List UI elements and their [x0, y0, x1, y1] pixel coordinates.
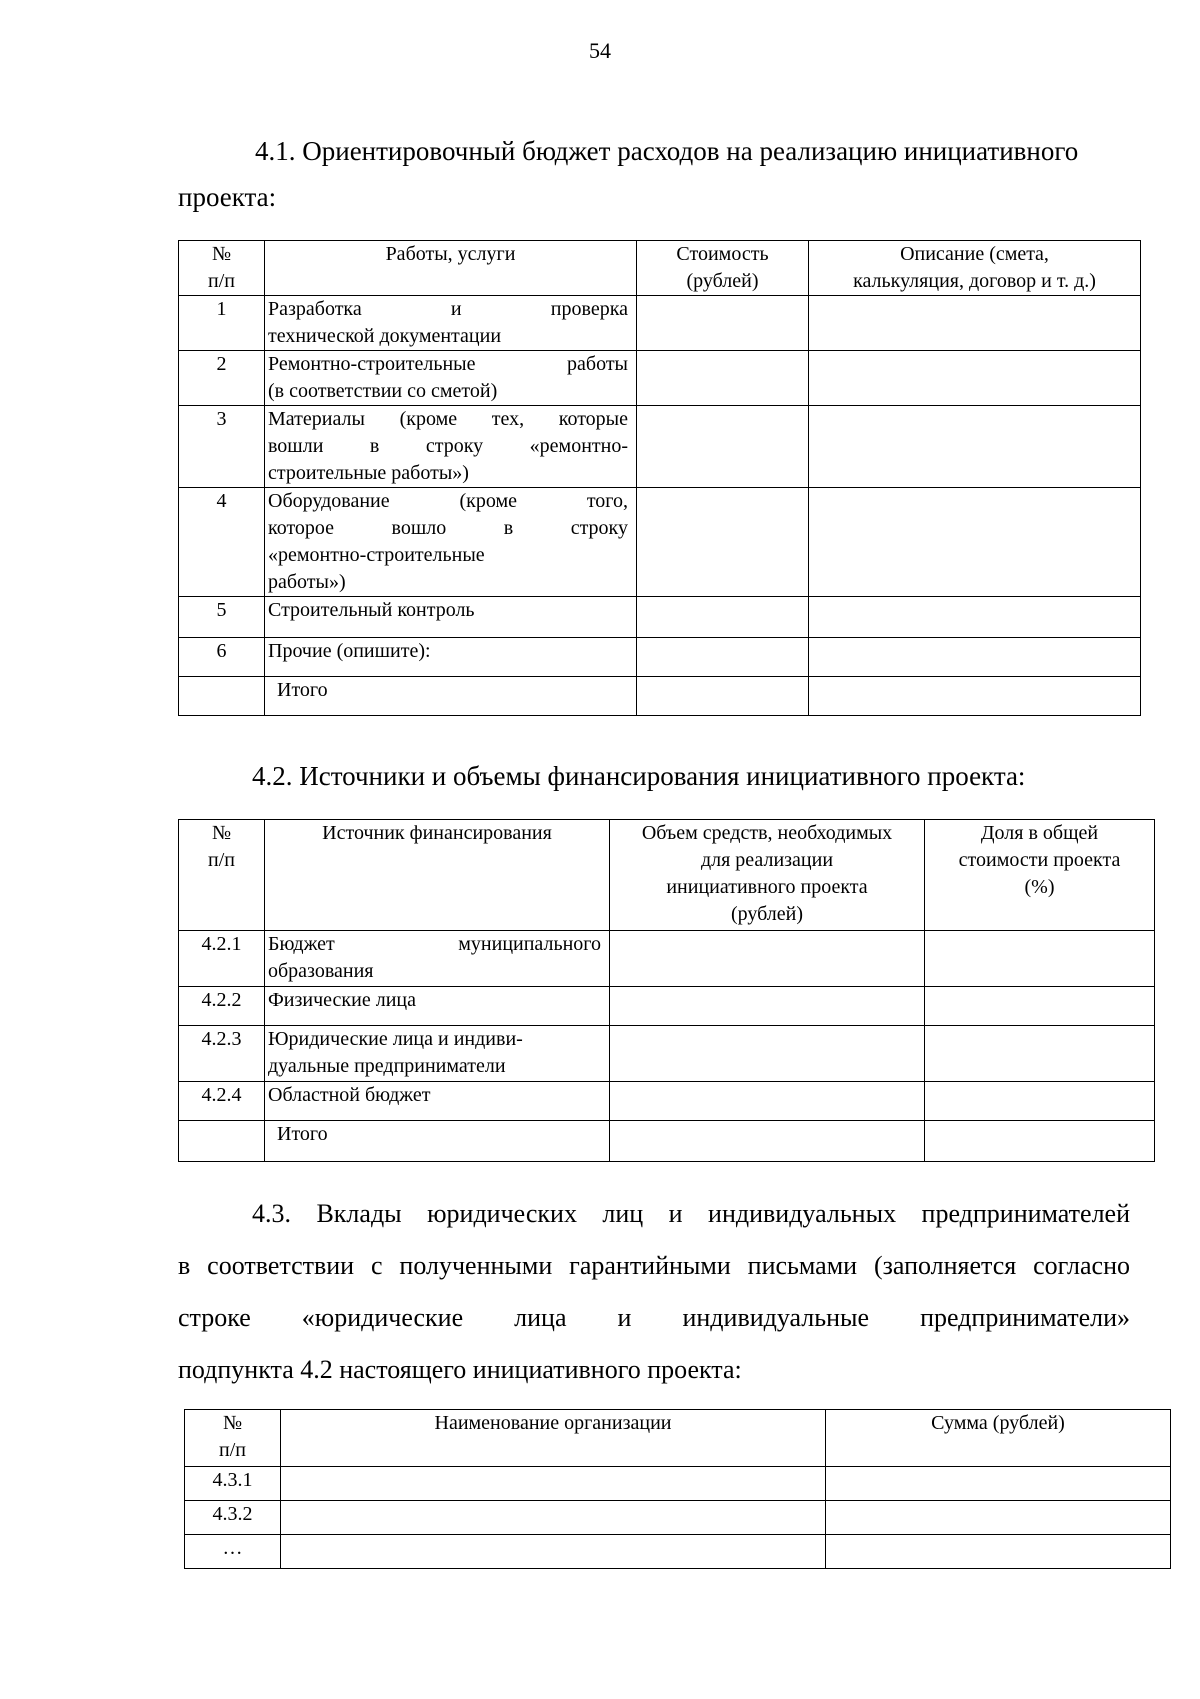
row-cost-cell [637, 351, 809, 406]
row-work-line: (в соответствии со сметой) [268, 380, 498, 402]
row-description-cell [809, 638, 1141, 677]
row-source-line: Юридические лица и индиви- [268, 1028, 523, 1050]
total-description-cell [809, 677, 1141, 716]
header-number-line: п/п [208, 849, 235, 871]
row-work-line: Разработка и проверка [268, 298, 628, 320]
header-number [179, 241, 265, 296]
section-4-3-paragraph-line: строке «юридические лица и индивидуальные предприниматели» [178, 1303, 1130, 1332]
header-organization [281, 1410, 826, 1467]
row-number: 4 [179, 488, 265, 597]
section-4-1-heading: 4.1. Ориентировочный бюджет расходов на реализацию инициативного [255, 136, 1079, 166]
row-work-description [265, 488, 637, 597]
row-share-cell [925, 1082, 1155, 1121]
contributions-table [184, 1409, 1171, 1569]
row-work-line: вошли в строку «ремонтно- [268, 435, 628, 457]
header-number-line: № [211, 822, 232, 844]
row-number: 1 [179, 296, 265, 351]
table-total-row [179, 677, 1141, 716]
table-row [179, 296, 1141, 351]
row-sum-cell [826, 1535, 1171, 1569]
total-amount-cell [610, 1121, 925, 1162]
row-description-cell [809, 597, 1141, 638]
header-number [179, 820, 265, 931]
row-number: 4.2.1 [179, 931, 265, 987]
row-work-line: Ремонтно-строительные работы [268, 353, 628, 375]
header-source-line: Источник финансирования [322, 822, 552, 844]
total-number-cell [179, 677, 265, 716]
header-organization-line: Наименование организации [434, 1412, 672, 1434]
row-number: 2 [179, 351, 265, 406]
table-header-row [179, 241, 1141, 296]
header-amount [610, 820, 925, 931]
row-description-cell [809, 351, 1141, 406]
row-amount-cell [610, 931, 925, 987]
row-share-cell [925, 987, 1155, 1026]
row-work-line: которое вошло в строку [268, 517, 628, 539]
section-4-2-heading: 4.2. Источники и объемы финансирования инициативного проекта: [252, 761, 1026, 791]
table-row [179, 351, 1141, 406]
header-cost-line: Стоимость [676, 243, 769, 265]
row-work-line: Материалы (кроме тех, которые [268, 408, 628, 430]
row-number: 4.2.3 [179, 1026, 265, 1082]
header-amount-line: для реализации [700, 849, 834, 871]
row-work-line: «ремонтно-строительные [268, 544, 485, 566]
header-description-line: калькуляция, договор и т. д.) [853, 270, 1096, 292]
row-source [265, 1026, 610, 1082]
header-cost-line: (рублей) [686, 270, 759, 292]
header-share-line: Доля в общей [980, 822, 1099, 844]
row-share-cell [925, 931, 1155, 987]
header-number-line: п/п [219, 1439, 246, 1461]
row-source-line: дуальные предприниматели [268, 1055, 506, 1077]
table-total-row [179, 1121, 1155, 1162]
header-number-line: № [211, 243, 232, 265]
header-amount-line: (рублей) [730, 903, 804, 925]
row-cost-cell [637, 406, 809, 488]
row-description-cell [809, 488, 1141, 597]
section-4-3-paragraph-line: 4.3. Вклады юридических лиц и индивидуальных предпринимателей [252, 1199, 1130, 1228]
header-amount-line: инициативного проекта [666, 876, 868, 898]
row-work-description [265, 597, 637, 638]
row-number: 5 [179, 597, 265, 638]
total-number-cell [179, 1121, 265, 1162]
total-cost-cell [637, 677, 809, 716]
header-amount-line: Объем средств, необходимых [641, 822, 893, 844]
row-work-line: Оборудование (кроме того, [268, 490, 628, 512]
row-source-line: Физические лица [268, 989, 416, 1011]
row-amount-cell [610, 987, 925, 1026]
header-share-line: (%) [1024, 876, 1055, 898]
row-work-description [265, 406, 637, 488]
section-4-3-paragraph-line: подпункта 4.2 настоящего инициативного проекта: [178, 1355, 742, 1384]
header-source [265, 820, 610, 931]
row-work-line: Прочие (опишите): [268, 640, 431, 662]
row-organization-cell [281, 1467, 826, 1501]
section-4-1-heading-continued: проекта: [178, 182, 277, 212]
table-row [179, 1026, 1155, 1082]
row-source-line: образования [268, 960, 374, 982]
row-share-cell [925, 1026, 1155, 1082]
header-cost [637, 241, 809, 296]
header-works [265, 241, 637, 296]
header-sum-line: Сумма (рублей) [931, 1412, 1065, 1434]
total-label: Итого [265, 677, 637, 716]
financing-table [178, 819, 1155, 1162]
header-share-line: стоимости проекта [958, 849, 1121, 871]
row-number: 4.2.4 [179, 1082, 265, 1121]
row-description-cell [809, 406, 1141, 488]
table-row [179, 987, 1155, 1026]
table-row [185, 1467, 1171, 1501]
row-organization-cell [281, 1501, 826, 1535]
header-number-line: № [222, 1412, 243, 1434]
header-number-line: п/п [208, 270, 235, 292]
table-header-row [179, 820, 1155, 931]
row-number: 4.3.2 [185, 1501, 281, 1535]
budget-table [178, 240, 1141, 716]
row-source [265, 1082, 610, 1121]
row-number: 4.2.2 [179, 987, 265, 1026]
row-number: … [185, 1535, 281, 1569]
header-works-line: Работы, услуги [385, 243, 516, 265]
row-work-line: Строительный контроль [268, 599, 475, 621]
header-sum [826, 1410, 1171, 1467]
table-row [179, 406, 1141, 488]
table-row [179, 638, 1141, 677]
row-amount-cell [610, 1082, 925, 1121]
row-source [265, 931, 610, 987]
row-amount-cell [610, 1026, 925, 1082]
row-sum-cell [826, 1467, 1171, 1501]
row-cost-cell [637, 597, 809, 638]
row-work-line: работы») [268, 571, 346, 593]
table-row [185, 1535, 1171, 1569]
row-work-description [265, 638, 637, 677]
row-work-description [265, 296, 637, 351]
header-description-line: Описание (сметa, [900, 243, 1049, 265]
header-share [925, 820, 1155, 931]
row-cost-cell [637, 296, 809, 351]
table-row [185, 1501, 1171, 1535]
header-number [185, 1410, 281, 1467]
row-source-line: Бюджет муниципального [268, 933, 601, 955]
table-row [179, 488, 1141, 597]
table-header-row [185, 1410, 1171, 1467]
table-row [179, 597, 1141, 638]
row-sum-cell [826, 1501, 1171, 1535]
header-description [809, 241, 1141, 296]
row-source-line: Областной бюджет [268, 1084, 431, 1106]
row-number: 4.3.1 [185, 1467, 281, 1501]
row-work-description [265, 351, 637, 406]
row-cost-cell [637, 638, 809, 677]
row-work-line: строительные работы») [268, 462, 469, 484]
total-label: Итого [265, 1121, 610, 1162]
row-cost-cell [637, 488, 809, 597]
page-number: 54 [589, 38, 611, 63]
table-row [179, 931, 1155, 987]
row-organization-cell [281, 1535, 826, 1569]
row-description-cell [809, 296, 1141, 351]
row-work-line: технической документации [268, 325, 502, 347]
section-4-3-paragraph-line: в соответствии с полученными гарантийными письмами (заполняется согласно [178, 1251, 1130, 1280]
table-row [179, 1082, 1155, 1121]
row-number: 6 [179, 638, 265, 677]
total-share-cell [925, 1121, 1155, 1162]
row-source [265, 987, 610, 1026]
row-number: 3 [179, 406, 265, 488]
